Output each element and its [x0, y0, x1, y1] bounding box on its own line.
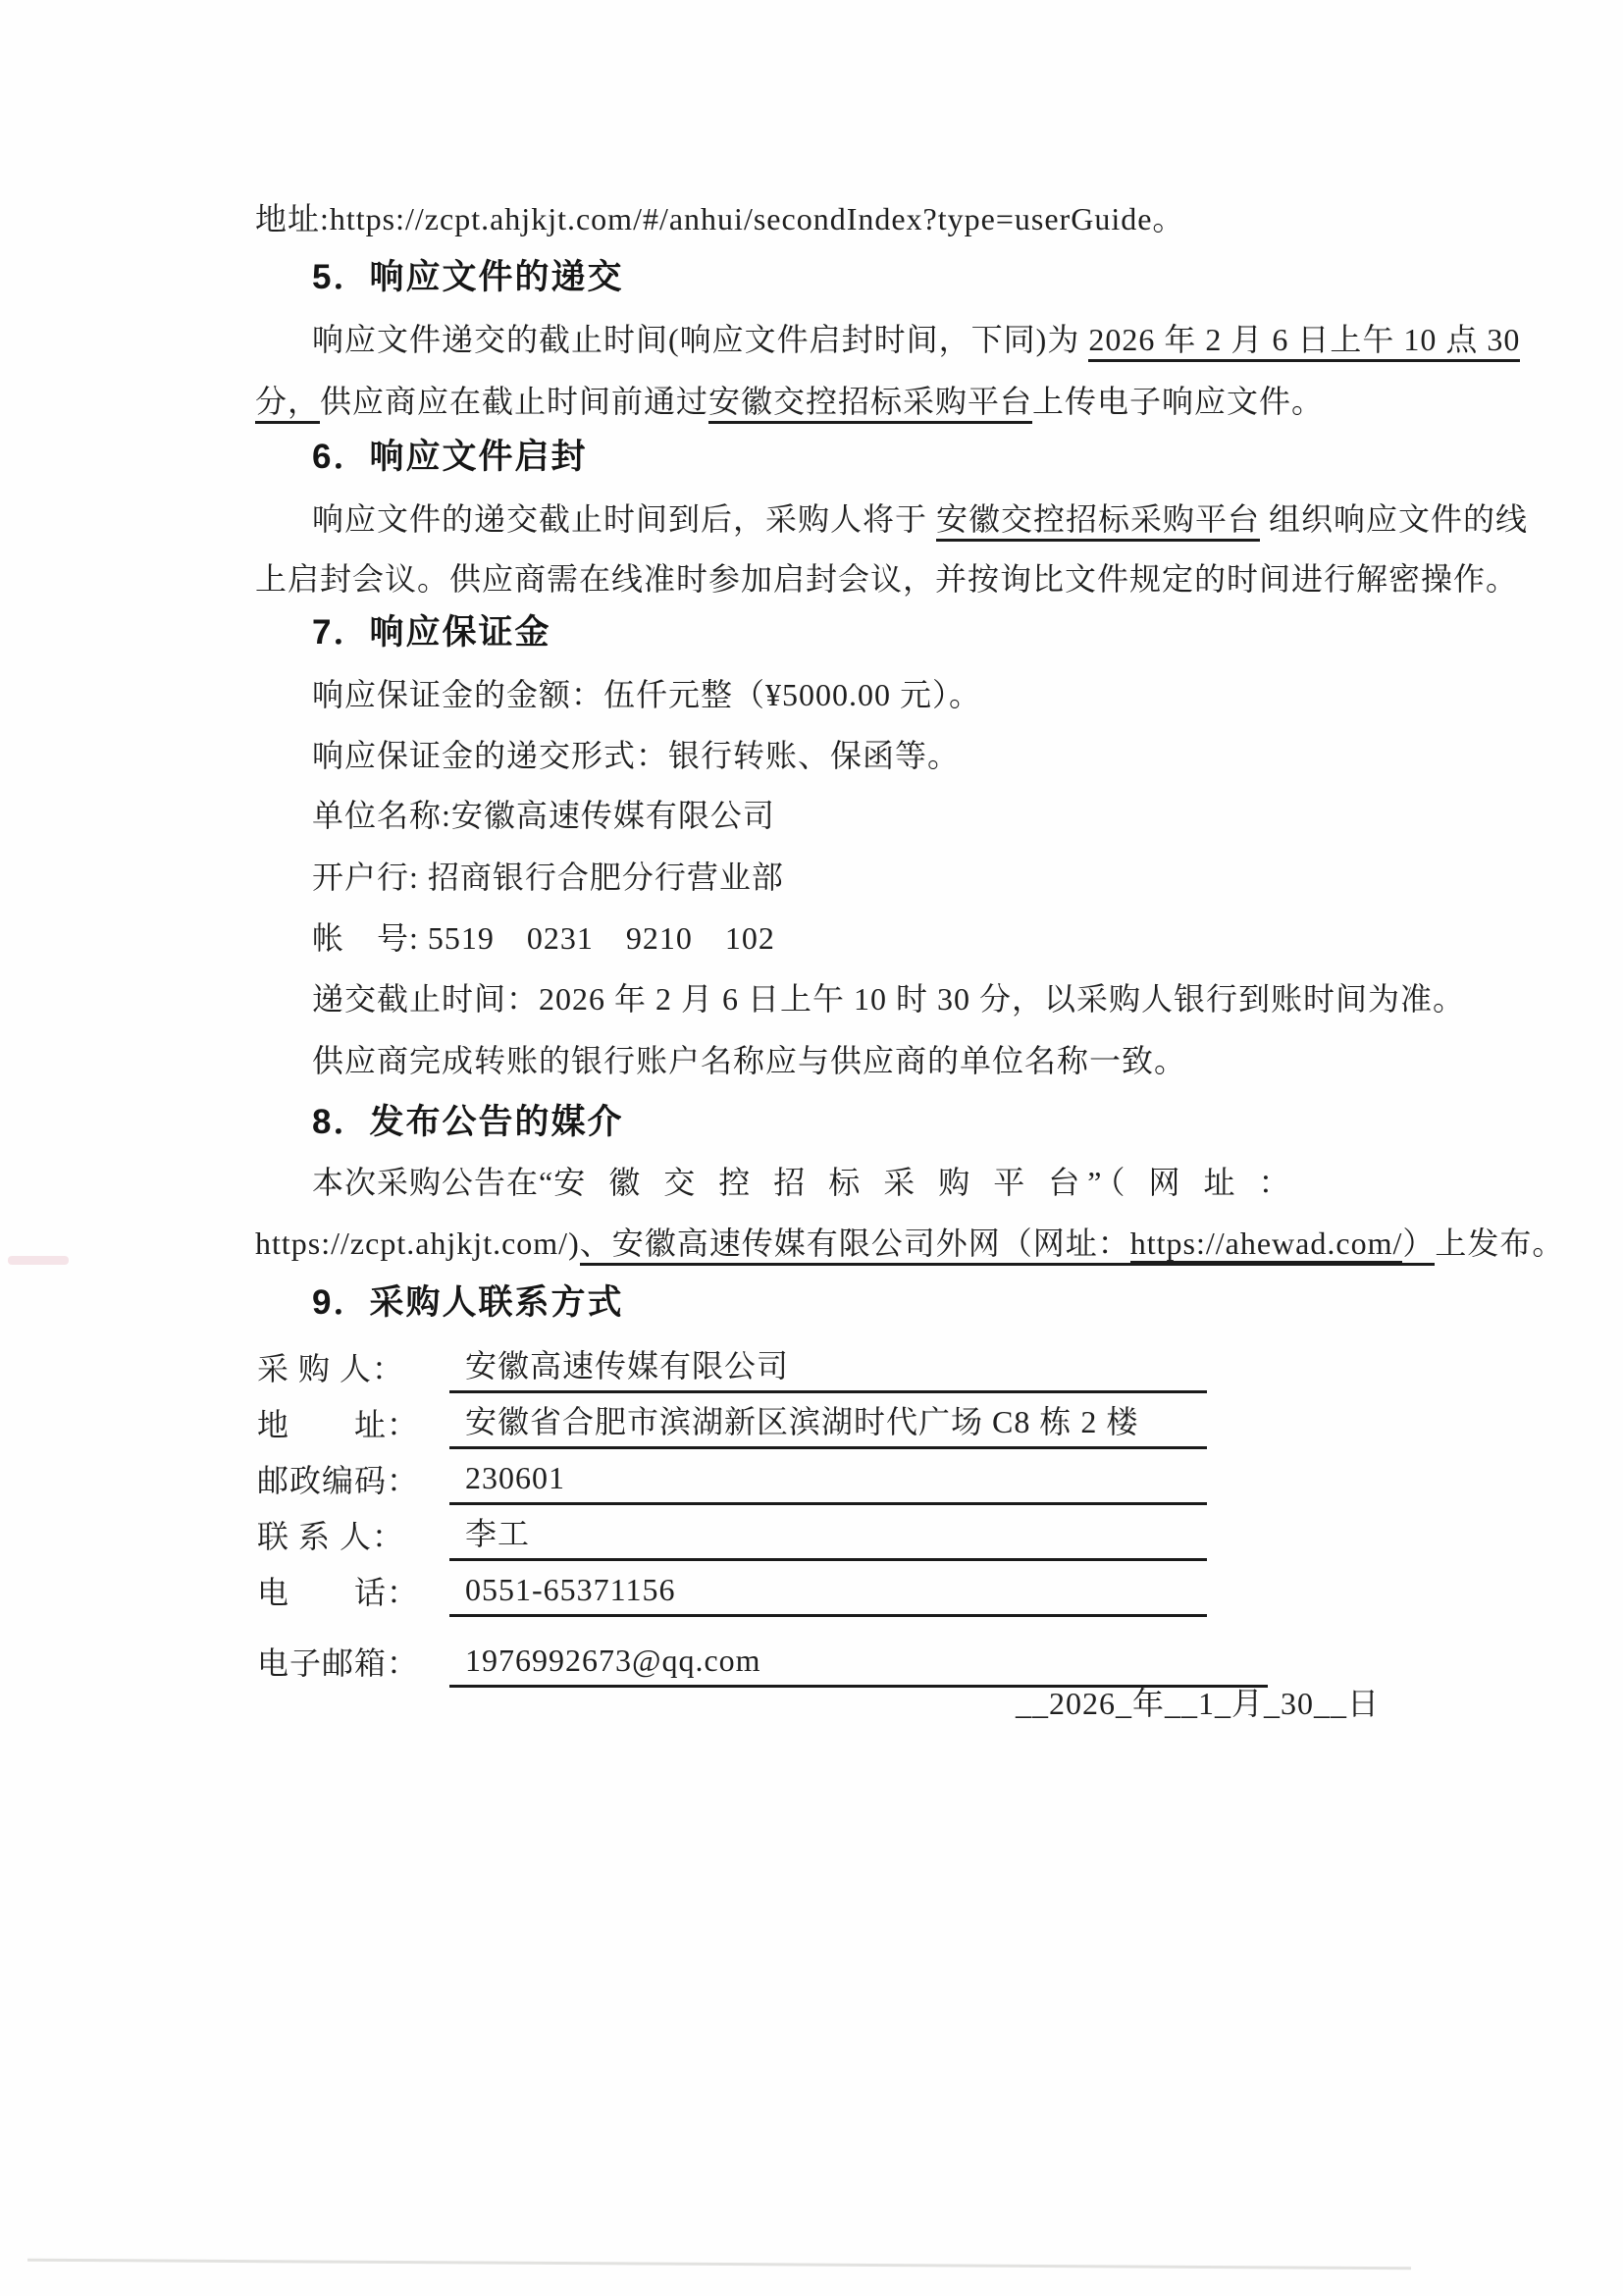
contact-person-row: [257, 1510, 1207, 1561]
postcode-label: 邮政编码：: [257, 1463, 420, 1498]
section-9-heading: 9．采购人联系方式: [312, 1283, 624, 1322]
address-value: 安徽省合肥市滨湖新区滨湖时代广场 C8 栋 2 楼: [449, 1397, 1207, 1449]
postcode-row: [257, 1454, 1207, 1505]
announcement-url-label: ”（ 网 址 ：: [1087, 1165, 1298, 1200]
email-value: 1976992673@qq.com: [449, 1636, 1268, 1688]
contact-person-label: 联 系 人：: [257, 1519, 405, 1554]
announcement-media-line-2: [255, 1221, 1564, 1266]
section-6-paragraph-line-1: [312, 496, 1528, 542]
company-extranet-close: ）: [1402, 1226, 1436, 1261]
submission-method-text: 供应商应在截止时间前通过: [320, 384, 709, 419]
platform-address-text: 地址:https://zcpt.ahjkjt.com/#/anhui/secondIndex?type=userGuide。: [255, 201, 1185, 236]
submission-deadline-date: 2026 年 2 月 6 日上午 10 点 30: [1088, 322, 1520, 362]
signature-date-line: __2026_年__1_月_30__日: [1015, 1686, 1380, 1721]
announcement-pre: 本次采购公告在“: [312, 1165, 554, 1200]
transfer-note-line: 供应商完成转账的银行账户名称应与供应商的单位名称一致。: [312, 1043, 1187, 1078]
submission-deadline-minute: 分，: [255, 384, 320, 424]
scan-artifact-streak: [27, 2259, 1411, 2270]
purchaser-row: [257, 1342, 1207, 1393]
deposit-form-line: 响应保证金的递交形式：银行转账、保函等。: [312, 738, 961, 773]
company-extranet-pre: 、安徽高速传媒有限公司外网（网址：: [579, 1226, 1130, 1261]
section-5-paragraph-line-1: [312, 317, 1520, 362]
contact-person-value: 李工: [449, 1509, 1207, 1561]
announcement-platform-name: 安 徽 交 控 招 标 采 购 平 台: [553, 1165, 1088, 1200]
publish-tail-text: 上发布。: [1435, 1226, 1565, 1261]
opening-meeting-pre: 响应文件的递交截止时间到后，采购人将于: [312, 501, 937, 537]
unit-name-line: 单位名称:安徽高速传媒有限公司: [312, 798, 775, 833]
phone-row: [257, 1566, 1207, 1617]
section-6-paragraph-line-2: 上启封会议。供应商需在线准时参加启封会议，并按询比文件规定的时间进行解密操作。: [255, 561, 1519, 597]
email-label: 电子邮箱：: [257, 1645, 420, 1681]
section-8-heading: 8．发布公告的媒介: [312, 1103, 624, 1141]
account-number-line: 帐 号: 5519 0231 9210 102: [312, 920, 775, 956]
company-extranet-underlined: [580, 1226, 1436, 1266]
address-row: [257, 1398, 1207, 1449]
section-7-heading: 7．响应保证金: [312, 613, 551, 652]
company-extranet-url: https://ahewad.com/: [1129, 1226, 1403, 1261]
submission-method-tail: 上传电子响应文件。: [1032, 384, 1325, 419]
deposit-amount-line: 响应保证金的金额：伍仟元整（¥5000.00 元）。: [312, 677, 982, 712]
opening-platform-name: 安徽交控招标采购平台: [936, 501, 1260, 542]
submission-deadline-pre: 响应文件递交的截止时间(响应文件启封时间，下同)为: [312, 322, 1089, 357]
opening-meeting-tail: 组织响应文件的线: [1260, 501, 1529, 537]
phone-label: 电 话：: [257, 1575, 420, 1610]
purchaser-label: 采 购 人：: [257, 1351, 405, 1386]
section-5-heading: 5．响应文件的递交: [312, 258, 624, 296]
phone-value: 0551-65371156: [449, 1565, 1207, 1617]
platform-name-underlined: 安徽交控招标采购平台: [708, 384, 1032, 424]
purchaser-value: 安徽高速传媒有限公司: [449, 1341, 1207, 1393]
postcode-value: 230601: [449, 1453, 1207, 1505]
section-5-paragraph-line-2: [255, 379, 1324, 424]
procurement-platform-url: https://zcpt.ahjkjt.com/): [255, 1226, 580, 1261]
section-6-heading: 6．响应文件启封: [312, 438, 588, 476]
platform-address-line: [255, 196, 1184, 241]
address-label: 地 址：: [257, 1407, 420, 1442]
deposit-deadline-line: 递交截止时间：2026 年 2 月 6 日上午 10 时 30 分，以采购人银行到账时间为准。: [312, 981, 1466, 1017]
bank-branch-line: 开户行: 招商银行合肥分行营业部: [312, 860, 784, 895]
announcement-media-line-1: [312, 1160, 1297, 1205]
scan-artifact-dash: [8, 1256, 69, 1265]
